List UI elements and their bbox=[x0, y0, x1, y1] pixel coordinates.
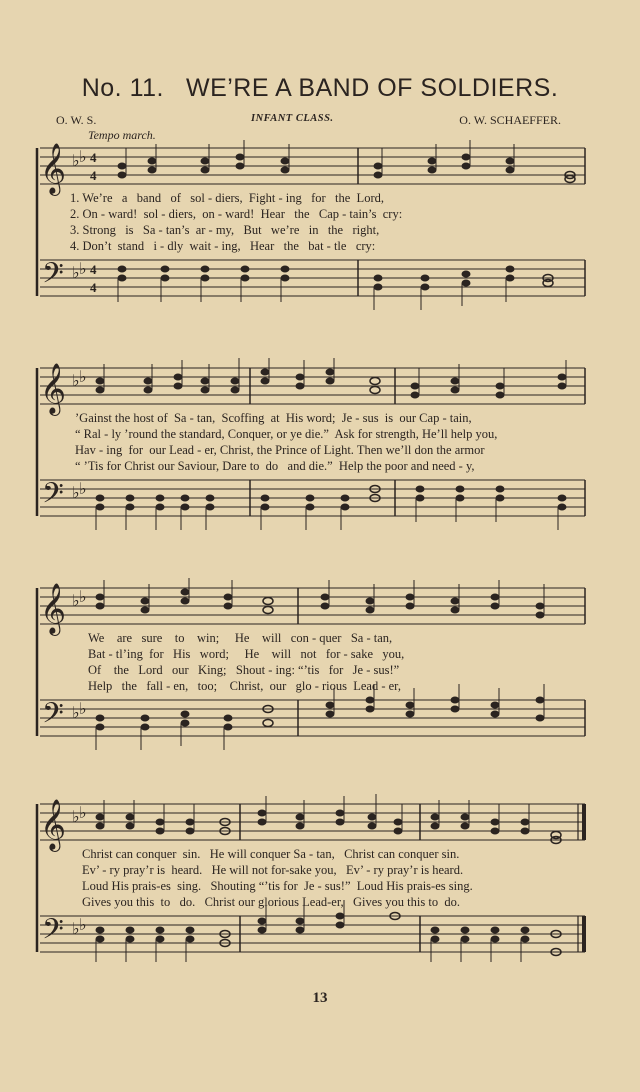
treble-staff bbox=[40, 804, 585, 840]
svg-text:♭: ♭ bbox=[72, 151, 80, 170]
lyric-line: We are sure to win; He will con - quer Sa - tan, bbox=[88, 631, 393, 645]
treble-clef: 𝄞 bbox=[40, 143, 67, 194]
lyric-line: Hav - ing for our Lead - er, Christ, the Prince of Light. Then we’ll don the armor bbox=[75, 443, 485, 457]
category-label: INFANT CLASS. bbox=[251, 113, 334, 124]
svg-text:♭: ♭ bbox=[79, 803, 87, 822]
lyrics-block-1 bbox=[70, 190, 590, 254]
svg-text:𝄞: 𝄞 bbox=[40, 799, 67, 850]
lyric-line: Help the fall - en, too; Christ, our glo - rious Lead - er, bbox=[88, 679, 401, 693]
lyric-line: Christ can conquer sin. He will conquer Sa - tan, Christ can conquer sin. bbox=[82, 847, 460, 861]
bass-clef: 𝄢 bbox=[42, 257, 64, 297]
lyric-line: 3. Strong is Sa - tan’s ar - my, But we’re in the right, bbox=[70, 223, 380, 237]
lyric-line: Bat - tl’ing for His word; He will not for - sake you, bbox=[88, 647, 405, 661]
svg-text:♭: ♭ bbox=[79, 915, 87, 934]
svg-text:♭: ♭ bbox=[79, 259, 87, 278]
lyricist-credit: O. W. S. bbox=[56, 113, 97, 127]
tempo-marking: Tempo march. bbox=[88, 128, 156, 142]
svg-text:𝄢: 𝄢 bbox=[42, 913, 64, 953]
hymn-title-row bbox=[0, 74, 640, 103]
lyrics-block-4 bbox=[82, 846, 592, 910]
page-number: 13 bbox=[312, 990, 328, 1006]
lyric-line: 4. Don’t stand i - dly wait - ing, Hear the bat - tle cry: bbox=[70, 239, 376, 253]
svg-text:4: 4 bbox=[90, 168, 97, 183]
svg-text:♭: ♭ bbox=[72, 263, 80, 282]
svg-text:♭: ♭ bbox=[79, 479, 87, 498]
svg-text:♭: ♭ bbox=[72, 703, 80, 722]
svg-text:♭: ♭ bbox=[72, 807, 80, 826]
treble-staff bbox=[40, 588, 585, 624]
svg-text:♭: ♭ bbox=[72, 483, 80, 502]
svg-text:4: 4 bbox=[90, 150, 97, 165]
svg-text:♭: ♭ bbox=[79, 699, 87, 718]
lyric-line: “ ’Tis for Christ our Saviour, Dare to do and die.” Help the poor and need - y, bbox=[75, 459, 475, 473]
composer-credit: O. W. SCHAEFFER. bbox=[459, 113, 561, 127]
svg-text:4: 4 bbox=[90, 280, 97, 295]
lyric-line: Ev’ - ry pray’r is heard. He will not for-sake you, Ev’ - ry pray’r is heard. bbox=[82, 863, 464, 877]
lyric-line: Gives you this to do. Christ our glorious Lead-er, Gives you this to do. bbox=[82, 895, 460, 909]
lyric-line: Loud His prais-es sing. Shouting “’tis for Je - sus!” Loud His prais-es sing. bbox=[82, 879, 473, 893]
lyric-line: Of the Lord our King; Shout - ing: “’tis for Je - sus!” bbox=[88, 663, 400, 677]
hymn-title: WE’RE A BAND OF SOLDIERS. bbox=[185, 74, 559, 102]
lyrics-block-2 bbox=[75, 410, 595, 474]
svg-text:♭: ♭ bbox=[72, 591, 80, 610]
svg-text:𝄢: 𝄢 bbox=[42, 477, 64, 517]
lyric-line: ’Gainst the host of Sa - tan, Scoffing at His word; Je - sus is our Cap - tain, bbox=[75, 411, 472, 425]
hymn-number: No. 11. bbox=[81, 74, 164, 102]
svg-text:♭: ♭ bbox=[79, 367, 87, 386]
bass-staff bbox=[40, 700, 585, 736]
svg-text:4: 4 bbox=[90, 262, 97, 277]
svg-text:♭: ♭ bbox=[72, 919, 80, 938]
svg-text:𝄢: 𝄢 bbox=[42, 697, 64, 737]
svg-text:𝄞: 𝄞 bbox=[40, 583, 67, 634]
bass-staff bbox=[40, 916, 585, 952]
lyrics-block-3 bbox=[88, 630, 588, 694]
svg-text:♭: ♭ bbox=[79, 587, 87, 606]
svg-text:♭: ♭ bbox=[72, 371, 80, 390]
lyric-line: 1. We’re a band of sol - diers, Fight - ing for the Lord, bbox=[70, 191, 384, 205]
lyric-line: 2. On - ward! sol - diers, on - ward! Hear the Cap - tain’s cry: bbox=[70, 207, 403, 221]
svg-text:𝄞: 𝄞 bbox=[40, 363, 67, 414]
svg-text:♭: ♭ bbox=[79, 147, 87, 166]
lyric-line: “ Ral - ly ’round the standard, Conquer, or ye die.” Ask for strength, He’ll help you, bbox=[75, 427, 498, 441]
